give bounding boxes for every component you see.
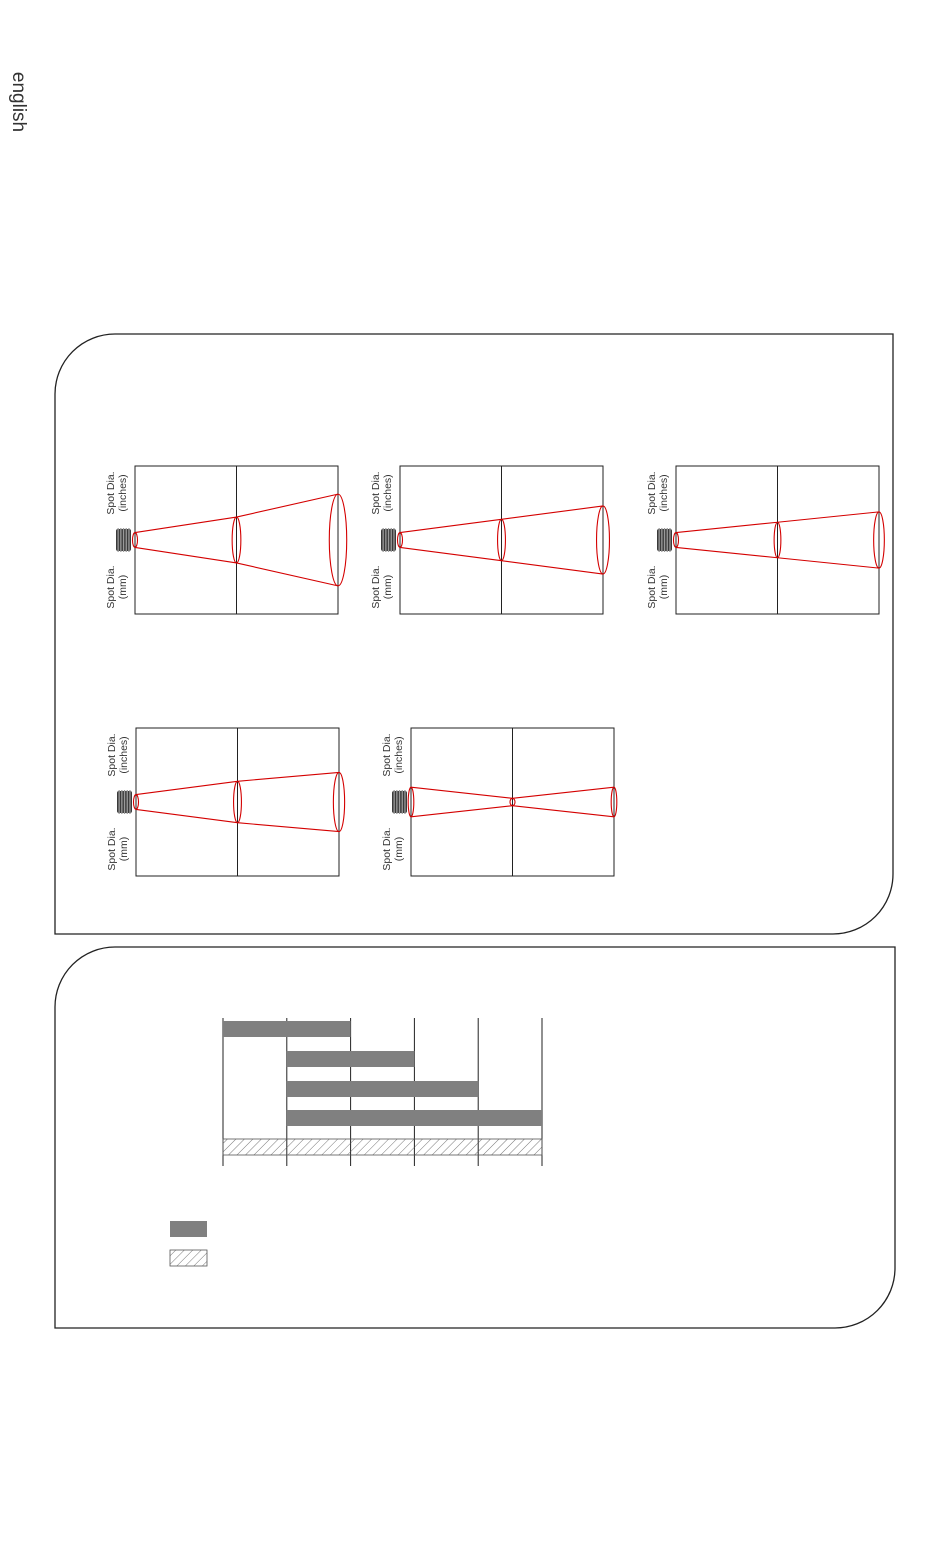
spot-dia-inches-label	[381, 733, 405, 776]
sensor-thread	[402, 790, 403, 814]
label-line: (inches)	[118, 736, 130, 774]
sensor-thread	[393, 528, 394, 552]
optical-diagram	[646, 466, 884, 614]
optical-diagram	[106, 728, 345, 876]
spot-dia-mm-label	[106, 827, 130, 870]
range-solid-bar	[287, 1110, 542, 1126]
spot-dia-mm-label	[381, 827, 405, 870]
legend-hatched-swatch	[170, 1250, 207, 1266]
sensor-thread	[124, 790, 125, 814]
sensor-thread	[394, 790, 395, 814]
spot-dia-inches-label	[646, 471, 670, 514]
sensor-thread	[396, 790, 397, 814]
label-line: Spot Dia.	[370, 471, 382, 515]
range-solid-bar	[287, 1081, 478, 1097]
language-label-text: english	[8, 71, 29, 133]
spot-dia-mm-label	[105, 565, 129, 608]
sensor-thread	[659, 528, 660, 552]
label-line: (mm)	[393, 836, 405, 862]
sensor-thread	[119, 790, 120, 814]
legend-solid-swatch	[170, 1221, 207, 1237]
sensor-thread	[126, 528, 127, 552]
label-line: (mm)	[658, 574, 670, 600]
optical-diagram	[105, 466, 347, 614]
label-line: Spot Dia.	[370, 565, 382, 609]
spot-dia-mm-label	[646, 565, 670, 608]
range-solid-bar	[287, 1051, 415, 1067]
label-line: Spot Dia.	[646, 565, 658, 609]
label-line: Spot Dia.	[106, 733, 118, 777]
spot-dia-mm-label	[370, 565, 394, 608]
sensor-thread	[388, 528, 389, 552]
range-hatched-bar	[223, 1139, 542, 1155]
label-line: (inches)	[658, 474, 670, 512]
spot-dia-inches-label	[106, 733, 130, 776]
sensor-thread	[118, 528, 119, 552]
sensor-thread	[127, 790, 128, 814]
sensor-thread	[123, 528, 124, 552]
sensor-thread	[391, 528, 392, 552]
sensor-thread	[121, 790, 122, 814]
range-solid-bar	[223, 1021, 351, 1037]
label-line: Spot Dia.	[105, 471, 117, 515]
label-line: (inches)	[393, 736, 405, 774]
sensor-thread	[667, 528, 668, 552]
range-chart	[170, 1018, 542, 1266]
label-line: Spot Dia.	[381, 827, 393, 871]
label-line: (mm)	[382, 574, 394, 600]
label-line: Spot Dia.	[646, 471, 658, 515]
spot-dia-inches-label	[370, 471, 394, 514]
label-line: (inches)	[382, 474, 394, 512]
sensor-thread	[399, 790, 400, 814]
optical-diagram	[381, 728, 617, 876]
label-line: (inches)	[117, 474, 129, 512]
label-line: Spot Dia.	[106, 827, 118, 871]
sensor-thread	[129, 790, 130, 814]
sensor-thread	[383, 528, 384, 552]
sensor-thread	[404, 790, 405, 814]
optical-diagrams	[105, 466, 884, 876]
sensor-thread	[669, 528, 670, 552]
label-line: Spot Dia.	[381, 733, 393, 777]
optical-diagram	[370, 466, 609, 614]
label-line: (mm)	[118, 836, 130, 862]
sensor-thread	[128, 528, 129, 552]
sensor-thread	[664, 528, 665, 552]
optics-panel	[55, 334, 893, 934]
label-line: Spot Dia.	[105, 565, 117, 609]
sensor-thread	[120, 528, 121, 552]
range-panel	[55, 947, 895, 1328]
label-line: (mm)	[117, 574, 129, 600]
sensor-thread	[661, 528, 662, 552]
sensor-thread	[385, 528, 386, 552]
spot-dia-inches-label	[105, 471, 129, 514]
